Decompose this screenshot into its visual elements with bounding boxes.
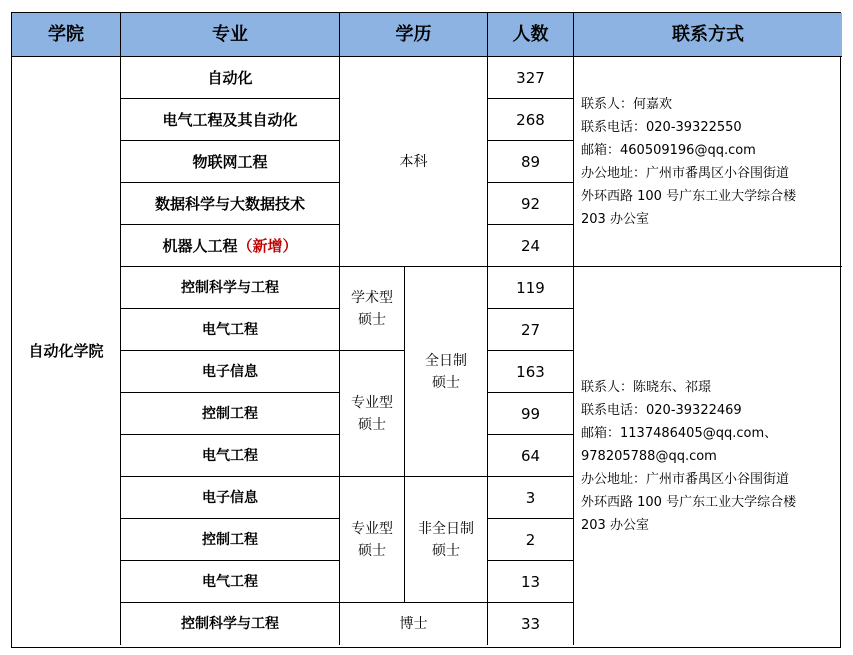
contact-address: 203 办公室	[581, 517, 649, 533]
major-name: 电气工程	[121, 435, 340, 477]
contact-email: 邮箱：460509196@qq.com	[581, 142, 756, 158]
count-cell: 33	[488, 603, 574, 645]
contact-person: 联系人：陈晓东、祁璟	[581, 379, 712, 395]
degree-professional-master: 专业型硕士	[340, 477, 405, 603]
count-cell: 24	[488, 225, 574, 267]
major-name: 物联网工程	[121, 141, 340, 183]
contact-phone: 联系电话：020-39322469	[581, 402, 742, 418]
major-name: 数据科学与大数据技术	[121, 183, 340, 225]
degree-fulltime: 全日制硕士	[405, 267, 488, 477]
count-cell: 2	[488, 519, 574, 561]
undergrad-contact	[574, 57, 842, 267]
major-name-new	[121, 225, 340, 267]
header-contact: 联系方式	[574, 13, 842, 57]
contact-address: 外环西路 100 号广东工业大学综合楼	[581, 188, 797, 204]
header-degree: 学历	[340, 13, 488, 57]
degree-professional-master: 专业型硕士	[340, 351, 405, 477]
count-cell: 27	[488, 309, 574, 351]
major-name: 控制科学与工程	[121, 267, 340, 309]
major-name: 电气工程	[121, 309, 340, 351]
new-tag: （新增）	[237, 236, 298, 255]
major-name: 机器人工程	[162, 236, 238, 255]
college-name: 自动化学院	[12, 57, 121, 645]
header-major: 专业	[121, 13, 340, 57]
major-name: 电子信息	[121, 351, 340, 393]
degree-parttime: 非全日制硕士	[405, 477, 488, 603]
contact-address: 办公地址：广州市番禺区小谷围街道	[581, 165, 790, 181]
count-cell: 163	[488, 351, 574, 393]
count-cell: 327	[488, 57, 574, 99]
contact-person: 联系人：何嘉欢	[581, 96, 673, 112]
major-name: 电气工程及其自动化	[121, 99, 340, 141]
major-name: 控制工程	[121, 393, 340, 435]
enrollment-table	[11, 12, 841, 648]
degree-academic-master: 学术型硕士	[340, 267, 405, 351]
count-cell: 89	[488, 141, 574, 183]
count-cell: 268	[488, 99, 574, 141]
major-name: 控制科学与工程	[121, 603, 340, 645]
contact-phone: 联系电话：020-39322550	[581, 119, 742, 135]
major-name: 控制工程	[121, 519, 340, 561]
contact-email: 邮箱：1137486405@qq.com、	[581, 425, 778, 441]
major-name: 自动化	[121, 57, 340, 99]
count-cell: 119	[488, 267, 574, 309]
count-cell: 99	[488, 393, 574, 435]
count-cell: 92	[488, 183, 574, 225]
contact-email: 978205788@qq.com	[581, 448, 717, 464]
contact-address: 办公地址：广州市番禺区小谷围街道	[581, 471, 790, 487]
degree-undergrad: 本科	[340, 57, 488, 267]
contact-address: 外环西路 100 号广东工业大学综合楼	[581, 494, 797, 510]
major-name: 电气工程	[121, 561, 340, 603]
count-cell: 13	[488, 561, 574, 603]
contact-address: 203 办公室	[581, 211, 649, 227]
header-college: 学院	[12, 13, 121, 57]
header-count: 人数	[488, 13, 574, 57]
grad-contact	[574, 267, 842, 645]
count-cell: 3	[488, 477, 574, 519]
degree-doctor: 博士	[340, 603, 488, 645]
count-cell: 64	[488, 435, 574, 477]
major-name: 电子信息	[121, 477, 340, 519]
